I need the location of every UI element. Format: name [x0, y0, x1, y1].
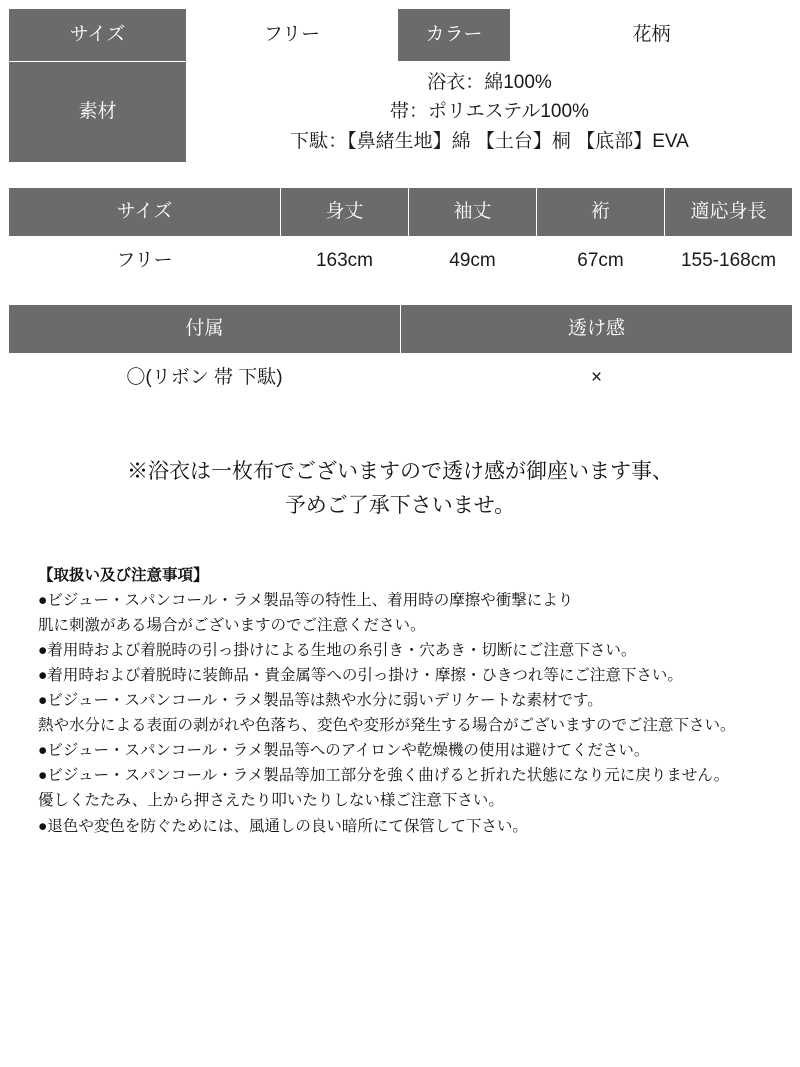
table-row [9, 305, 793, 354]
size-cell-3: 67cm [537, 237, 665, 286]
spec-size-label: サイズ [9, 9, 187, 62]
sheerness-note-line-2: 予めご了承下さいませ。 [284, 493, 516, 517]
size-col-header-4: 適応身長 [665, 188, 793, 237]
material-label: 素材 [9, 62, 187, 163]
material-value [187, 62, 793, 163]
table-row [9, 188, 793, 237]
spacer [8, 286, 792, 304]
care-line-4: ●着用時および着脱時に装飾品・貴金属等への引っ掛け・摩擦・ひきつれ等にご注意下さい。 [38, 666, 683, 684]
material-line-2: 帯：ポリエステル100% [390, 101, 589, 123]
size-table [8, 187, 793, 286]
care-line-6: 熱や水分による表面の剥がれや色落ち、変色や変形が発生する場合がございますのでご注意下さい。 [38, 717, 736, 735]
care-line-3: ●着用時および着脱時の引っ掛けによる生地の糸引き・穴あき・切断にご注意下さい。 [38, 641, 637, 659]
size-col-header-2: 袖丈 [409, 188, 537, 237]
care-line-7: ●ビジュー・スパンコール・ラメ製品等へのアイロンや乾燥機の使用は避けてください。 [38, 742, 650, 760]
material-line-3: 下駄：【鼻緒生地】綿 【土台】桐 【底部】EVA [290, 130, 689, 152]
extra-col-header-0: 付属 [9, 305, 401, 354]
sheerness-note-line-1: ※浴衣は一枚布でございますので透け感が御座います事、 [127, 460, 673, 484]
table-row [9, 9, 793, 62]
size-col-header-0: サイズ [9, 188, 281, 237]
care-line-8: ●ビジュー・スパンコール・ラメ製品等加工部分を強く曲げると折れた状態になり元に戻りません。 [38, 767, 730, 785]
spec-table [8, 8, 793, 163]
spec-color-value: 花柄 [511, 9, 793, 62]
material-line-1: 浴衣：綿100% [427, 72, 552, 93]
size-cell-2: 49cm [409, 237, 537, 286]
care-line-9: 優しくたたみ、上から押さえたり叩いたりしない様ご注意下さい。 [38, 792, 504, 810]
care-line-10: ●退色や変色を防ぐためには、風通しの良い暗所にて保管して下さい。 [38, 817, 528, 835]
size-cell-4: 155-168cm [665, 237, 793, 286]
size-cell-0: フリー [9, 237, 281, 286]
care-line-5: ●ビジュー・スパンコール・ラメ製品等は熱や水分に弱いデリケートな素材です。 [38, 692, 603, 710]
spacer [8, 163, 792, 187]
extra-cell-0: 〇(リボン 帯 下駄) [9, 354, 401, 403]
sheerness-note [8, 455, 792, 522]
extra-cell-1: × [401, 354, 793, 403]
care-instructions [8, 563, 792, 839]
spec-color-label: カラー [398, 9, 511, 62]
table-row [9, 237, 793, 286]
care-line-2: 肌に刺激がある場合がございますのでご注意ください。 [38, 616, 426, 634]
care-line-1: ●ビジュー・スパンコール・ラメ製品等の特性上、着用時の摩擦や衝撃により [38, 591, 574, 609]
extra-col-header-1: 透け感 [401, 305, 793, 354]
table-row [9, 354, 793, 403]
care-title: 【取扱い及び注意事項】 [38, 566, 209, 584]
spec-size-value: フリー [187, 9, 398, 62]
size-col-header-3: 裄 [537, 188, 665, 237]
size-col-header-1: 身丈 [281, 188, 409, 237]
extra-table [8, 304, 793, 403]
size-cell-1: 163cm [281, 237, 409, 286]
table-row [9, 62, 793, 163]
